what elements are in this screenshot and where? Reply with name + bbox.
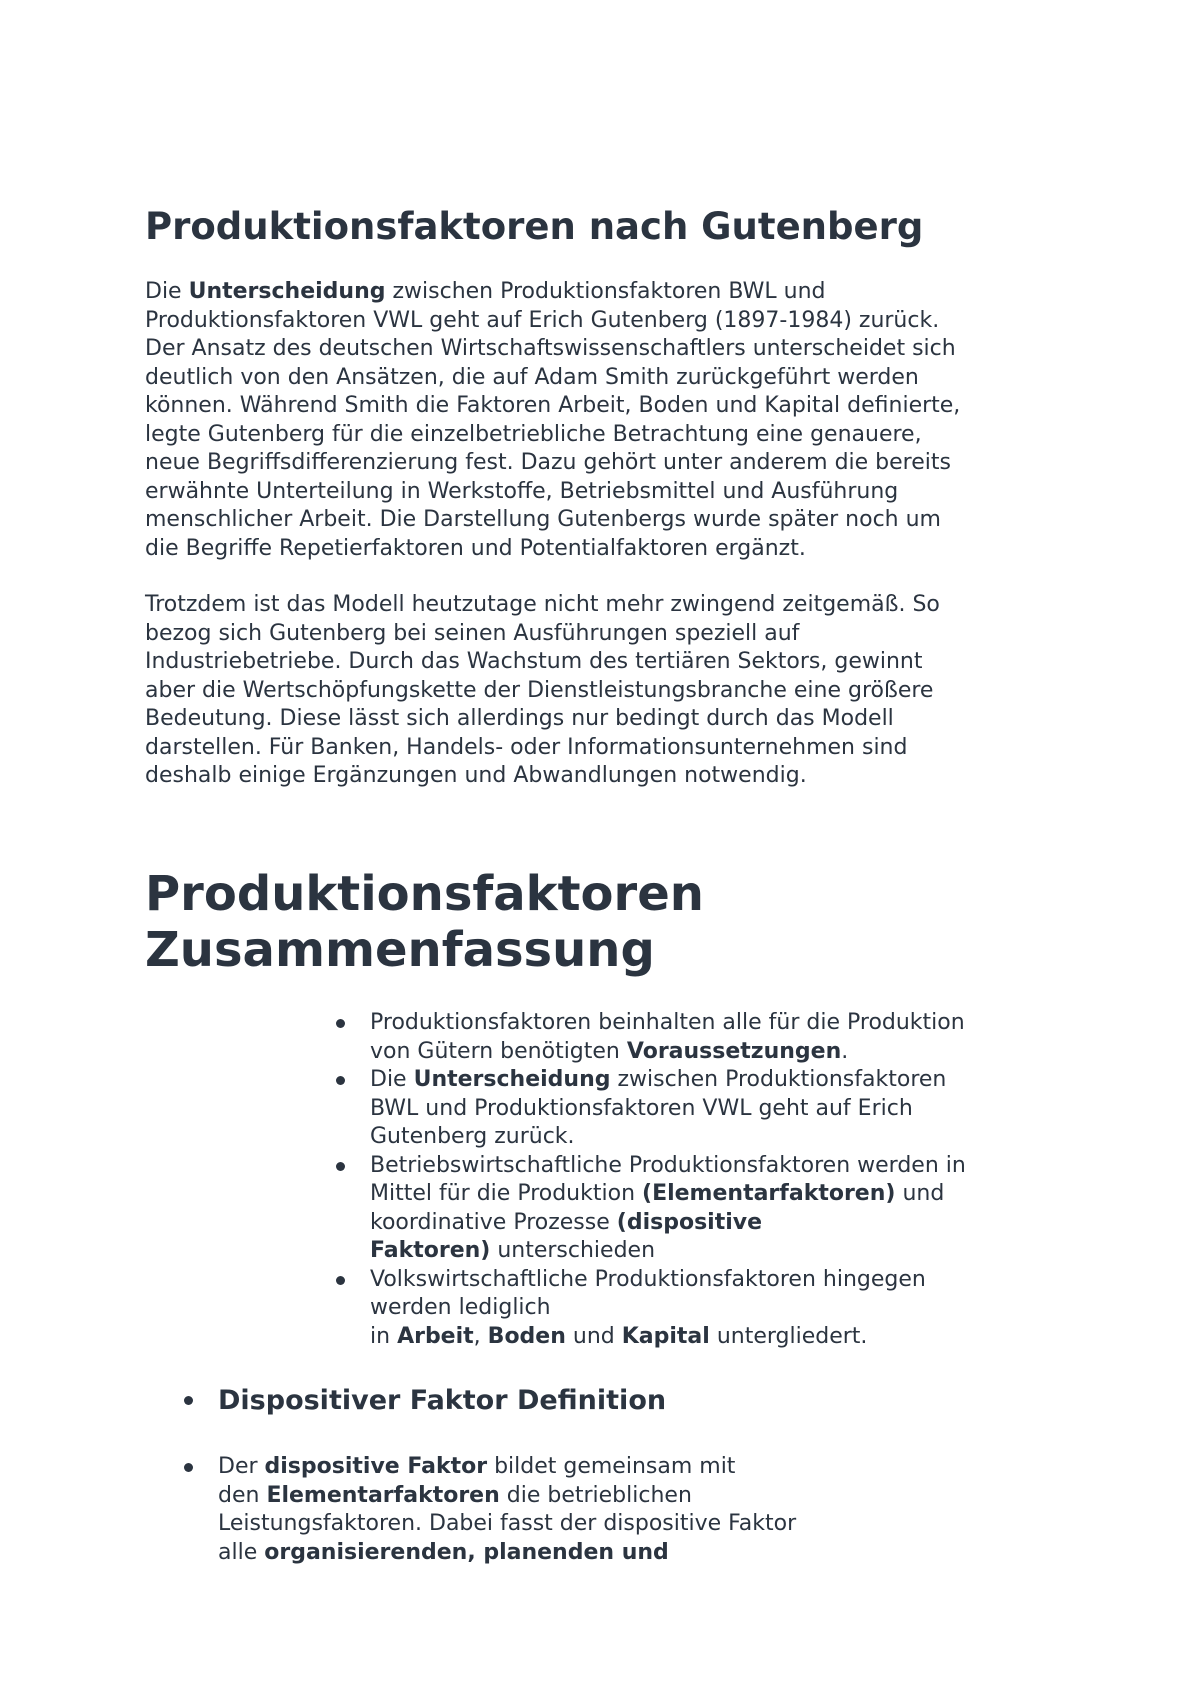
text-line: in Arbeit, Boden und Kapital untergliedert. xyxy=(370,1323,868,1349)
text-line: den Elementarfaktoren die betrieblichen xyxy=(218,1482,692,1508)
bullet-icon xyxy=(336,1019,345,1028)
bold-term: dispositive Faktor xyxy=(264,1454,488,1479)
text-line: von Gütern benötigten Voraussetzungen. xyxy=(370,1038,849,1064)
text-line: Faktoren) unterschieden xyxy=(370,1238,656,1263)
bold-term: Elementarfaktoren xyxy=(266,1482,500,1508)
text-line: Trotzdem ist das Modell heutzutage nicht mehr zwingend zeitgemäß. So xyxy=(145,592,940,617)
list-item xyxy=(370,1009,1090,1066)
bold-term: Arbeit xyxy=(397,1323,474,1349)
bullet-icon xyxy=(336,1076,345,1085)
text-line: Die Unterscheidung zwischen Produktionsfaktoren xyxy=(370,1067,947,1092)
text-line: Produktionsfaktoren VWL geht auf Erich Gutenberg (1897-1984) zurück. xyxy=(145,307,940,333)
text-line: koordinative Prozesse (dispositive xyxy=(370,1209,763,1235)
text-line: deshalb einige Ergänzungen und Abwandlungen notwendig. xyxy=(145,763,807,788)
text-line: Die Unterscheidung zwischen Produktionsfaktoren BWL und xyxy=(145,279,826,304)
subheading-dispositiver-faktor: Dispositiver Faktor Definition xyxy=(218,1385,667,1416)
paragraph-gutenberg-intro xyxy=(145,278,1065,563)
text-line: alle organisierenden, planenden und xyxy=(218,1539,669,1565)
text-line: bezog sich Gutenberg bei seinen Ausführungen speziell auf xyxy=(145,620,800,646)
text-line: können. Während Smith die Faktoren Arbeit, Boden und Kapital definierte, xyxy=(145,393,961,418)
bullet-icon xyxy=(184,1396,193,1405)
list-item xyxy=(370,1066,1090,1152)
text-line: Gutenberg zurück. xyxy=(370,1124,575,1149)
text-line: Volkswirtschaftliche Produktionsfaktoren hingegen xyxy=(370,1266,926,1292)
bold-term: Unterscheidung xyxy=(413,1067,611,1092)
text-line: Industriebetriebe. Durch das Wachstum des tertiären Sektors, gewinnt xyxy=(145,649,923,674)
text-line: die Begriffe Repetierfaktoren und Potentialfaktoren ergänzt. xyxy=(145,535,806,561)
definition-text xyxy=(218,1453,1078,1567)
heading-summary-line: Zusammenfassung xyxy=(145,922,655,978)
text-line: erwähnte Unterteilung in Werkstoffe, Betriebsmittel und Ausführung xyxy=(145,478,899,504)
paragraph-gutenberg-critique xyxy=(145,591,1065,791)
summary-list xyxy=(370,1009,1090,1351)
subheading-list xyxy=(218,1384,1078,1418)
text-line: Der Ansatz des deutschen Wirtschaftswissenschaftlers unterscheidet sich xyxy=(145,336,956,361)
bold-term: Voraussetzungen xyxy=(626,1038,842,1064)
heading-summary xyxy=(145,866,704,978)
definition-list xyxy=(218,1453,1078,1567)
bullet-icon xyxy=(336,1162,345,1171)
text-line: Mittel für die Produktion (Elementarfaktoren) und xyxy=(370,1181,945,1206)
bold-term: Unterscheidung xyxy=(188,279,386,304)
bold-term: organisierenden, planenden und xyxy=(264,1539,669,1565)
bold-term: Kapital xyxy=(621,1323,710,1349)
list-item xyxy=(218,1384,1078,1418)
bold-term: (dispositive xyxy=(616,1209,763,1235)
text-line: BWL und Produktionsfaktoren VWL geht auf Erich xyxy=(370,1095,913,1121)
bold-term: Boden xyxy=(487,1323,566,1349)
text-line: deutlich von den Ansätzen, die auf Adam Smith zurückgeführt werden xyxy=(145,364,919,390)
heading-gutenberg: Produktionsfaktoren nach Gutenberg xyxy=(145,205,924,248)
heading-summary-line: Produktionsfaktoren xyxy=(145,866,704,922)
bold-term: Faktoren) xyxy=(370,1238,491,1263)
text-line: Bedeutung. Diese lässt sich allerdings nur bedingt durch das Modell xyxy=(145,706,894,731)
text-line: aber die Wertschöpfungskette der Dienstleistungsbranche eine größere xyxy=(145,677,934,703)
bullet-icon xyxy=(184,1463,193,1472)
bold-term: (Elementarfaktoren) xyxy=(642,1181,896,1206)
text-line: legte Gutenberg für die einzelbetriebliche Betrachtung eine genauere, xyxy=(145,421,922,447)
bullet-icon xyxy=(336,1276,345,1285)
list-item xyxy=(218,1453,1078,1567)
text-line: Betriebswirtschaftliche Produktionsfaktoren werden in xyxy=(370,1152,966,1178)
list-item xyxy=(370,1152,1090,1266)
text-line: darstellen. Für Banken, Handels- oder Informationsunternehmen sind xyxy=(145,734,908,760)
text-line: neue Begriffsdifferenzierung fest. Dazu gehört unter anderem die bereits xyxy=(145,450,951,475)
text-line: menschlicher Arbeit. Die Darstellung Gutenbergs wurde später noch um xyxy=(145,507,941,532)
list-item xyxy=(370,1266,1090,1352)
text-line: Produktionsfaktoren beinhalten alle für die Produktion xyxy=(370,1010,965,1035)
text-line: Der dispositive Faktor bildet gemeinsam mit xyxy=(218,1454,736,1479)
text-line: Leistungsfaktoren. Dabei fasst der dispositive Faktor xyxy=(218,1511,797,1536)
text-line: werden lediglich xyxy=(370,1295,551,1320)
